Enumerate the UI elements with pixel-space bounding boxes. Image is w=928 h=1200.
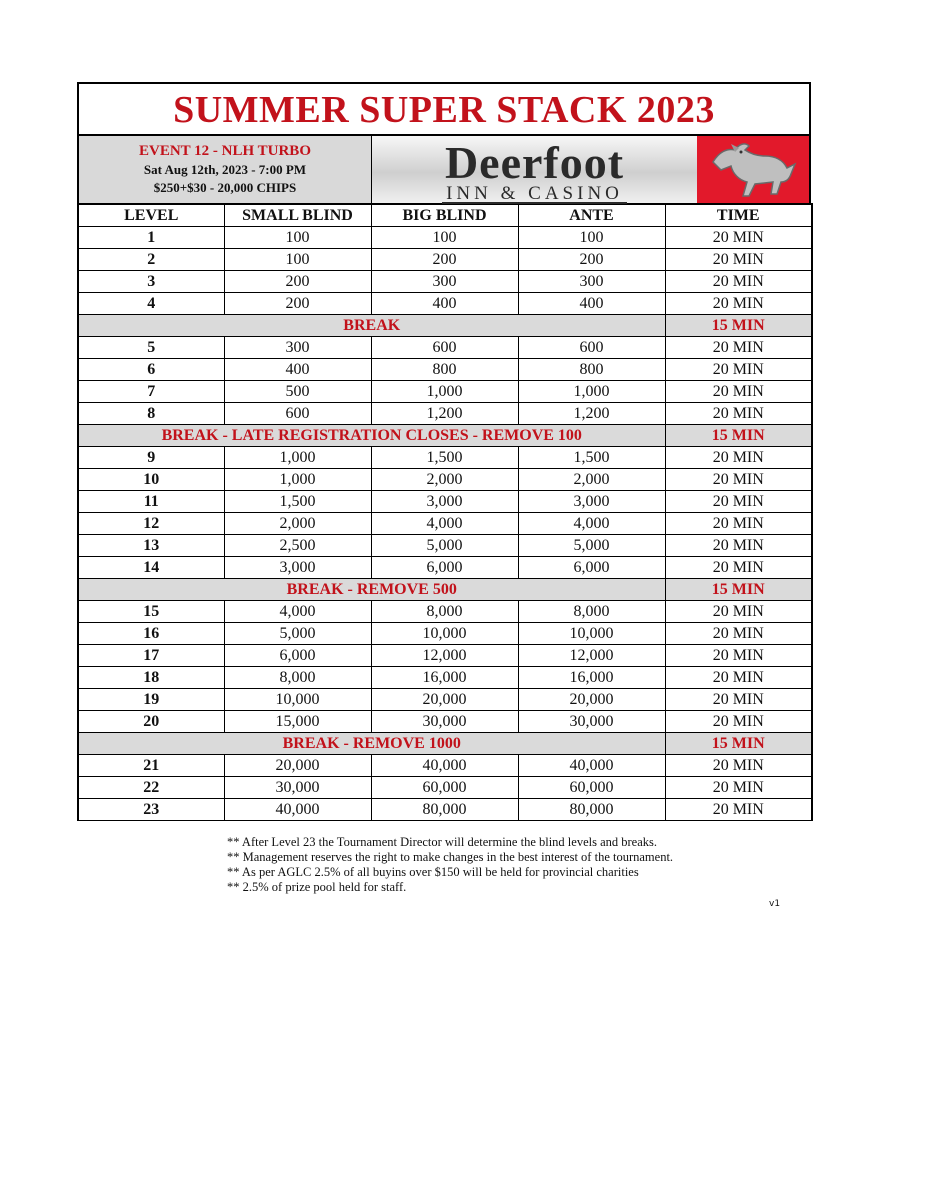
- table-row: [78, 645, 812, 667]
- ante-cell: 1,000: [518, 381, 665, 403]
- event-date: Sat Aug 12th, 2023 - 7:00 PM: [143, 162, 307, 177]
- table-row: [78, 557, 812, 579]
- table-row: [78, 535, 812, 557]
- time-cell: 20 MIN: [665, 689, 812, 711]
- small-blind-cell: 40,000: [224, 799, 371, 821]
- logo-subtitle: INN & CASINO: [442, 187, 627, 204]
- column-header-big-blind: BIG BLIND: [371, 204, 518, 227]
- big-blind-cell: 1,000: [371, 381, 518, 403]
- event-info: [79, 136, 372, 203]
- break-label: BREAK - REMOVE 1000: [78, 733, 665, 755]
- ante-cell: 3,000: [518, 491, 665, 513]
- ante-cell: 20,000: [518, 689, 665, 711]
- table-row: [78, 601, 812, 623]
- break-row: [78, 425, 812, 447]
- table-row: [78, 271, 812, 293]
- table-row: [78, 469, 812, 491]
- table-row: [78, 403, 812, 425]
- big-blind-cell: 600: [371, 337, 518, 359]
- table-row: [78, 799, 812, 821]
- table-row: [78, 381, 812, 403]
- time-cell: 20 MIN: [665, 337, 812, 359]
- time-cell: 20 MIN: [665, 381, 812, 403]
- big-blind-cell: 16,000: [371, 667, 518, 689]
- time-cell: 20 MIN: [665, 293, 812, 315]
- big-blind-cell: 1,200: [371, 403, 518, 425]
- event-buyin: $250+$30 - 20,000 CHIPS: [153, 180, 297, 195]
- small-blind-cell: 1,500: [224, 491, 371, 513]
- small-blind-cell: 15,000: [224, 711, 371, 733]
- level-cell: 3: [78, 271, 224, 293]
- time-cell: 20 MIN: [665, 645, 812, 667]
- small-blind-cell: 3,000: [224, 557, 371, 579]
- version-label: v1: [769, 899, 781, 909]
- break-time: 15 MIN: [665, 425, 812, 447]
- time-cell: 20 MIN: [665, 601, 812, 623]
- footnotes: [227, 835, 673, 895]
- time-cell: 20 MIN: [665, 755, 812, 777]
- ante-cell: 600: [518, 337, 665, 359]
- big-blind-cell: 20,000: [371, 689, 518, 711]
- time-cell: 20 MIN: [665, 403, 812, 425]
- table-row: [78, 667, 812, 689]
- ante-cell: 4,000: [518, 513, 665, 535]
- ante-cell: 200: [518, 249, 665, 271]
- time-cell: 20 MIN: [665, 271, 812, 293]
- break-row: [78, 733, 812, 755]
- small-blind-cell: 100: [224, 227, 371, 249]
- small-blind-cell: 100: [224, 249, 371, 271]
- ante-cell: 8,000: [518, 601, 665, 623]
- big-blind-cell: 5,000: [371, 535, 518, 557]
- table-row: [78, 227, 812, 249]
- level-cell: 17: [78, 645, 224, 667]
- page-title: SUMMER SUPER STACK 2023: [173, 89, 715, 131]
- big-blind-cell: 8,000: [371, 601, 518, 623]
- column-header-small-blind: SMALL BLIND: [224, 204, 371, 227]
- ante-cell: 5,000: [518, 535, 665, 557]
- level-cell: 8: [78, 403, 224, 425]
- level-cell: 15: [78, 601, 224, 623]
- big-blind-cell: 60,000: [371, 777, 518, 799]
- time-cell: 20 MIN: [665, 711, 812, 733]
- ante-cell: 10,000: [518, 623, 665, 645]
- table-row: [78, 337, 812, 359]
- footnote: ** Management reserves the right to make changes in the best interest of the tournament.: [227, 850, 674, 864]
- level-cell: 5: [78, 337, 224, 359]
- time-cell: 20 MIN: [665, 799, 812, 821]
- logo-wordmark: [372, 136, 697, 203]
- small-blind-cell: 2,000: [224, 513, 371, 535]
- level-cell: 7: [78, 381, 224, 403]
- event-header: [77, 136, 811, 203]
- ante-cell: 400: [518, 293, 665, 315]
- small-blind-cell: 1,000: [224, 469, 371, 491]
- small-blind-cell: 1,000: [224, 447, 371, 469]
- table-header-row: [78, 204, 812, 227]
- ante-cell: 800: [518, 359, 665, 381]
- ante-cell: 30,000: [518, 711, 665, 733]
- ante-cell: 2,000: [518, 469, 665, 491]
- small-blind-cell: 500: [224, 381, 371, 403]
- footnote: ** As per AGLC 2.5% of all buyins over $150 will be held for provincial charities: [227, 865, 639, 879]
- table-row: [78, 755, 812, 777]
- footnote: ** 2.5% of prize pool held for staff.: [227, 880, 407, 894]
- small-blind-cell: 6,000: [224, 645, 371, 667]
- big-blind-cell: 300: [371, 271, 518, 293]
- ante-cell: 80,000: [518, 799, 665, 821]
- level-cell: 21: [78, 755, 224, 777]
- big-blind-cell: 40,000: [371, 755, 518, 777]
- table-row: [78, 249, 812, 271]
- small-blind-cell: 200: [224, 271, 371, 293]
- small-blind-cell: 300: [224, 337, 371, 359]
- logo-name: Deerfoot: [444, 137, 625, 188]
- small-blind-cell: 20,000: [224, 755, 371, 777]
- level-cell: 14: [78, 557, 224, 579]
- big-blind-cell: 30,000: [371, 711, 518, 733]
- small-blind-cell: 5,000: [224, 623, 371, 645]
- level-cell: 2: [78, 249, 224, 271]
- time-cell: 20 MIN: [665, 227, 812, 249]
- blind-structure-table: [77, 203, 813, 821]
- ante-cell: 40,000: [518, 755, 665, 777]
- break-time: 15 MIN: [665, 315, 812, 337]
- break-label: BREAK - LATE REGISTRATION CLOSES - REMOVE 100: [78, 425, 665, 447]
- break-time: 15 MIN: [665, 579, 812, 601]
- level-cell: 6: [78, 359, 224, 381]
- horse-icon: [697, 136, 809, 203]
- level-cell: 11: [78, 491, 224, 513]
- ante-cell: 60,000: [518, 777, 665, 799]
- table-row: [78, 689, 812, 711]
- big-blind-cell: 80,000: [371, 799, 518, 821]
- big-blind-cell: 200: [371, 249, 518, 271]
- big-blind-cell: 400: [371, 293, 518, 315]
- level-cell: 13: [78, 535, 224, 557]
- small-blind-cell: 4,000: [224, 601, 371, 623]
- table-row: [78, 359, 812, 381]
- time-cell: 20 MIN: [665, 557, 812, 579]
- big-blind-cell: 2,000: [371, 469, 518, 491]
- level-cell: 4: [78, 293, 224, 315]
- event-name: EVENT 12 - NLH TURBO: [139, 143, 311, 159]
- ante-cell: 100: [518, 227, 665, 249]
- level-cell: 9: [78, 447, 224, 469]
- break-label: BREAK - REMOVE 500: [78, 579, 665, 601]
- level-cell: 18: [78, 667, 224, 689]
- small-blind-cell: 10,000: [224, 689, 371, 711]
- small-blind-cell: 200: [224, 293, 371, 315]
- small-blind-cell: 2,500: [224, 535, 371, 557]
- big-blind-cell: 1,500: [371, 447, 518, 469]
- table-row: [78, 293, 812, 315]
- small-blind-cell: 400: [224, 359, 371, 381]
- break-row: [78, 315, 812, 337]
- level-cell: 12: [78, 513, 224, 535]
- big-blind-cell: 3,000: [371, 491, 518, 513]
- blind-structure-sheet: [77, 82, 811, 821]
- time-cell: 20 MIN: [665, 623, 812, 645]
- footnote: ** After Level 23 the Tournament Director will determine the blind levels and breaks.: [227, 835, 658, 849]
- table-body: [78, 227, 812, 821]
- big-blind-cell: 6,000: [371, 557, 518, 579]
- big-blind-cell: 10,000: [371, 623, 518, 645]
- title-box: [77, 82, 811, 136]
- level-cell: 22: [78, 777, 224, 799]
- break-label: BREAK: [78, 315, 665, 337]
- ante-cell: 300: [518, 271, 665, 293]
- column-header-ante: ANTE: [518, 204, 665, 227]
- casino-logo: [372, 136, 809, 203]
- big-blind-cell: 100: [371, 227, 518, 249]
- table-row: [78, 513, 812, 535]
- level-cell: 23: [78, 799, 224, 821]
- level-cell: 20: [78, 711, 224, 733]
- table-row: [78, 777, 812, 799]
- table-row: [78, 447, 812, 469]
- level-cell: 10: [78, 469, 224, 491]
- time-cell: 20 MIN: [665, 469, 812, 491]
- ante-cell: 1,200: [518, 403, 665, 425]
- ante-cell: 12,000: [518, 645, 665, 667]
- small-blind-cell: 8,000: [224, 667, 371, 689]
- time-cell: 20 MIN: [665, 777, 812, 799]
- ante-cell: 1,500: [518, 447, 665, 469]
- small-blind-cell: 600: [224, 403, 371, 425]
- column-header-level: LEVEL: [78, 204, 224, 227]
- small-blind-cell: 30,000: [224, 777, 371, 799]
- ante-cell: 6,000: [518, 557, 665, 579]
- big-blind-cell: 12,000: [371, 645, 518, 667]
- big-blind-cell: 800: [371, 359, 518, 381]
- big-blind-cell: 4,000: [371, 513, 518, 535]
- table-row: [78, 623, 812, 645]
- column-header-time: TIME: [665, 204, 812, 227]
- time-cell: 20 MIN: [665, 535, 812, 557]
- time-cell: 20 MIN: [665, 667, 812, 689]
- table-row: [78, 491, 812, 513]
- break-time: 15 MIN: [665, 733, 812, 755]
- time-cell: 20 MIN: [665, 359, 812, 381]
- level-cell: 19: [78, 689, 224, 711]
- time-cell: 20 MIN: [665, 447, 812, 469]
- ante-cell: 16,000: [518, 667, 665, 689]
- time-cell: 20 MIN: [665, 491, 812, 513]
- level-cell: 1: [78, 227, 224, 249]
- time-cell: 20 MIN: [665, 513, 812, 535]
- level-cell: 16: [78, 623, 224, 645]
- table-row: [78, 711, 812, 733]
- break-row: [78, 579, 812, 601]
- time-cell: 20 MIN: [665, 249, 812, 271]
